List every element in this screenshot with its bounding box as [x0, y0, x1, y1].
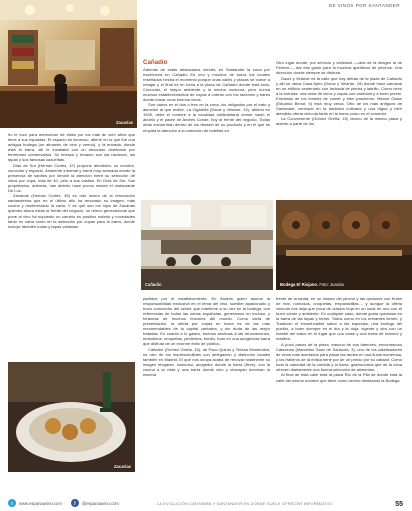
photo-caption: [280, 282, 344, 287]
paragraph: Cañadío (Gómez Oreña, 15), de Paco Quirós y Teresa Monteoliva, es otro de los imprescindibles con delegación y distinción locales también en Madrid. El que nos ocupa acaba de renovar totalmente su imagen elegante, luminoso, acogedor donde la barra (lleve), con la cocina a la vista y una barra donde vino y champán dominan la escena: [143, 346, 270, 378]
restaurant-interior-image: [141, 200, 273, 290]
article-column-middle-top: [143, 60, 270, 133]
footer-tagline: LA EVOLUCIÓN CÁNTABRA Y SANTANDER EN DONDE SUELE OFRECER INFORMATIVO: [157, 501, 333, 506]
facebook-icon[interactable]: f: [71, 499, 79, 507]
paragraph: trente de la tanda, en un clásico del pincho y las opciones con frutos de mar, rumiosos, croquetas, empanadillas..., y aunque la oferta vinícola nos deja que poca de clásica rioja en un local en uno con el buen comer y ambiente. En cualquier caso, donde gusta quedarse en la barra de las tapas y beber. Todos como en los entrantes tienen, y Tradición el inconfundible sabor a las especias, una bodega del pueblo, a buen siempre en el día y la rioja, vigente y otro con un mantel del todos en el lugar que uno clase y una barra de mármol y madera.: [276, 296, 402, 342]
facebook-handle[interactable]: @espanaavino.com: [81, 500, 119, 506]
photo-el-riojano: [276, 200, 412, 290]
paragraph: Además de estas destacados vender, en Santander la zona por excelencia en Cañadío Es uno y muchos de todos los locales reseñados hecha el momento porque unas calles y plazas se cuece a rebajar y el final es en toma a la plaza de Cañadío donde está todo. Conocido, el mayor ambiente y la mecha nocturna, pero nunca muchos establecimientos de copas a cobran con los raciones y bares donde tomar unos buenos vinos.: [143, 66, 270, 102]
twitter-icon[interactable]: t: [8, 499, 16, 507]
paragraph: Zacarías (Hernán Cortés, 38) es otro lucero de la renovación santanderina que en el último año ha renovado su imagen, más cocina y modernizado la carta. Y es que son los hijos de Zacarías quienes ahora están al frente del negocio, un relevo generacional que pone al vino ha supuesto un cambio en positivo notado y novedades tanto en carta como en la selección por copas para la barra, donde incluye también todas y tapas variadas.: [8, 193, 135, 229]
photo-zacarias-bottom: [8, 362, 135, 472]
paragraph: Al final de esta calle está la plaza Río de la Pila de donde está la calle del mismo nombre que tiene como vecino destacado la Bodega: [276, 372, 402, 383]
page-number: 55: [395, 501, 403, 508]
article-column-right-top: [276, 60, 402, 127]
caption-credit: Foto: Juanda: [319, 282, 344, 287]
article-column-right-bottom: [276, 296, 402, 383]
bodega-interior-image: [276, 200, 412, 290]
section-title-canadio: Cañadío: [143, 59, 168, 66]
bar-interior-image: [0, 0, 137, 128]
paragraph: La Conveniente (Gómez Oreña, 15) vecino de la misma plaza y abierto a parte de los: [276, 116, 402, 127]
photo-caption: Zacarías: [114, 464, 131, 469]
paragraph: Daoiz y Velarde es la calle que hay detrás de la plaza de Cañadío y allí se ubica Casa Ajero (Daoiz y Velarde, 18) donde hace carnaval en un edificio centenario con fachada de piedra y ladrillo. Como nexo a la entrada, una cena de vinos y copas con variedad y a buen precio. Enrollado de los toneles de comer y bien parcheros. Menos Gatos (Eduardo Benot, 6) está muy cerca. Otro de los más antiguos de Santander, centrado en la tradición culinaria y una digna y bien atendida oferta vinícola tanto en la barra como en el comedor.: [276, 75, 402, 116]
footer-social: [8, 499, 119, 507]
photo-caption: Zacarías: [116, 120, 133, 125]
article-column-left: [8, 132, 135, 229]
photo-canadio: [141, 200, 273, 290]
caption-title: Bodega El Riojano.: [280, 282, 319, 287]
paragraph: partidos por el establecimiento. En Andrés quien asume la responsabilidad exclusiva en el tema del vino, sumiller apasionado y buen conocedor del sector que mantiene a su vez en la bodega, con referencias de todas las zonas españolas, generamos en incluso, y foráneas de muchos rincones del mundo. Como carta de presentación, la oferta por copas en barra es de las más recomendables de la capital cántabra, y sin duda de las mejor tratadas. En cuanto a lo gastro, buenos anchoas a las renovaciones, embutidos, croquetas, pimientos, bonito, todo en una acogedora barra que disfruta de un enorme éxito de público.: [143, 296, 270, 347]
article-column-middle-bottom: [143, 296, 270, 378]
twitter-handle[interactable]: www.espanaavino.com: [19, 500, 62, 506]
paragraph: A poco pasos de la plaza, trasuno de sus lateroles, encontramos Catavinos (Marcelino Sanz de Sautuola, 3), uno de los catalizadores de vinos más acertados para pasar las tardes en una lluvia numerosa, y los fraileros de la mítica tiene por de un precio por su calidad. Como todo la variedad de la comida y la barra, gastronomía que de la zona ofrecen diariamente una buena selección de alimentos.: [276, 341, 402, 373]
paragraph: Son varios en el dos o tres en la zona, los obligados por el trato y atención al que recibe. La Cigaleña (Daoiz y Velarde, 19), abierto en 1949, debe el nombre a la localidad vallisoletana donde nació el abuelo y el padre de Andrés Conde, hoy al frente del negocio. Todas otras encuentran dentro de los dessert de su producto y en el que se emplea la atención a la colección de botellas en: [143, 102, 270, 133]
paragraph: ño le tocó para merecedor de visita por los más de cien años que tiene a sus espaldas. El espacio es inmenso, atiene en lo que fue una antigua bodega (un almacén de vino y vermú), y la entrada, donde está la barra, allí le instalaba con un decorado dominado por ferretones conservados. Su terraza y redamo son las raciones, las tapas y sus famosas cazuelitas.: [8, 132, 135, 163]
photo-zacarias-top: [0, 0, 137, 128]
section-header: DE VINOS POR SANTANDER: [328, 3, 400, 8]
paragraph: Días de Sur (Hernán Cortés, 47) propone alrededor, un nombre, conocido y espacio. Ambiente informal y barra muy animada donde la presencia de sanitos por decidir la atención entre su selección de vinos por copa, más de 40, pelo a sus vasitos. En Días de Sur, Sus propietarios, además, han abierto hace pocos meses el restaurante De Luz.: [8, 162, 135, 193]
paragraph: Otro lugar donde, por servicio y variedad —obra de la imagen la de Ferrero—, dar ese gusto para la muchos aperitivos de pinchos. Una dirección donde siempre se disfruta.: [276, 60, 402, 76]
food-dish-image: [8, 362, 135, 472]
photo-caption: Cañadío: [145, 282, 162, 287]
